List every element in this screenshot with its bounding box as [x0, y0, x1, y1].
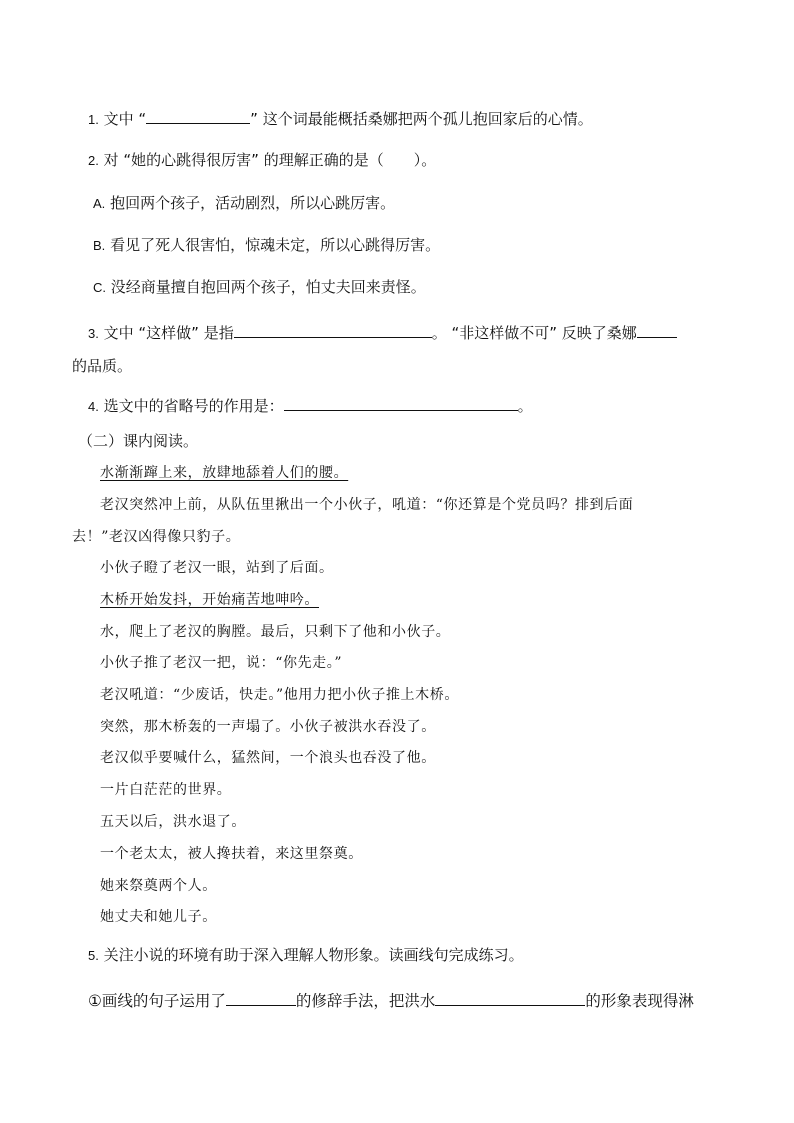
question-number: 5.: [88, 948, 99, 963]
answer-blank[interactable]: [226, 990, 296, 1006]
passage-line: 小伙子瞪了老汉一眼，站到了后面。: [100, 560, 334, 576]
question-text: 的修辞手法，把洪水: [295, 992, 436, 1010]
option-text: 抱回两个孩子，活动剧烈，所以心跳厉害。: [110, 194, 396, 212]
passage-line: 一个老太太，被人搀扶着，来这里祭奠。: [100, 846, 363, 862]
passage-line: 水，爬上了老汉的胸膛。最后，只剩下了他和小伙子。: [100, 624, 451, 640]
option-letter: C.: [93, 280, 106, 295]
question-4: [88, 395, 533, 417]
option-text: 没经商量擅自抱回两个孩子，怕丈夫回来责怪。: [110, 278, 426, 296]
question-text: 选文中的省略号的作用是：: [103, 397, 284, 415]
question-5: [88, 945, 524, 966]
question-text: 。: [517, 397, 533, 415]
question-text: 。 “非这样做不可” 反映了桑娜: [431, 324, 637, 342]
question-number: 4.: [88, 399, 99, 414]
option-a: [93, 193, 395, 214]
passage-line: 一片白茫茫的世界。: [100, 782, 232, 798]
passage-line: 老汉似乎要喊什么，猛然间，一个浪头也吞没了他。: [100, 750, 436, 766]
passage-line: 老汉吼道：“少废话，快走。”他用力把小伙子推上木桥。: [100, 687, 459, 703]
option-letter: A.: [93, 196, 106, 211]
question-text: 的形象表现得淋: [585, 992, 694, 1010]
question-number: 3.: [88, 326, 99, 341]
question-5-sub-1: [88, 990, 694, 1011]
question-text: ①画线的句子运用了: [88, 992, 226, 1010]
question-1: [88, 108, 593, 130]
answer-blank[interactable]: [284, 395, 518, 411]
passage-line-underlined: 水渐渐蹿上来，放肆地舔着人们的腰。: [100, 465, 349, 481]
question-text: 文中 “这样做” 是指: [103, 324, 234, 342]
question-number: 1.: [88, 112, 99, 127]
option-c: [93, 277, 426, 298]
option-text: 看见了死人很害怕，惊魂未定，所以心跳得厉害。: [110, 236, 441, 254]
passage-line: 去！”老汉凶得像只豹子。: [72, 529, 241, 545]
question-text: 文中 “: [103, 110, 147, 128]
section-heading: （二）课内阅读。: [78, 432, 199, 450]
question-number: 2.: [88, 153, 99, 168]
passage-line: 老汉突然冲上前，从队伍里揪出一个小伙子，吼道：“你还算是个党员吗？排到后面: [100, 497, 634, 513]
answer-blank[interactable]: [146, 108, 250, 124]
passage-line-underlined: 木桥开始发抖，开始痛苦地呻吟。: [100, 592, 319, 608]
question-text: 对 “她的心跳得很厉害” 的理解正确的是（ ）。: [103, 151, 437, 169]
passage-line: 她丈夫和她儿子。: [100, 909, 217, 925]
passage-line: 她来祭奠两个人。: [100, 878, 217, 894]
answer-blank[interactable]: [435, 990, 585, 1006]
answer-blank[interactable]: [637, 322, 677, 338]
passage-line: 小伙子推了老汉一把，说：“你先走。”: [100, 655, 343, 671]
passage-line: 突然，那木桥轰的一声塌了。小伙子被洪水吞没了。: [100, 719, 436, 735]
option-b: [93, 235, 440, 256]
question-2: [88, 150, 436, 171]
question-3: [88, 322, 677, 344]
question-text: ” 这个词最能概括桑娜把两个孤儿抱回家后的心情。: [250, 110, 593, 128]
option-letter: B.: [93, 238, 106, 253]
answer-blank[interactable]: [234, 322, 432, 338]
passage-line: 五天以后，洪水退了。: [100, 814, 246, 830]
question-text: 的品质。: [72, 357, 133, 375]
question-3-continuation: [72, 356, 132, 376]
question-text: 关注小说的环境有助于深入理解人物形象。读画线句完成练习。: [103, 946, 524, 964]
